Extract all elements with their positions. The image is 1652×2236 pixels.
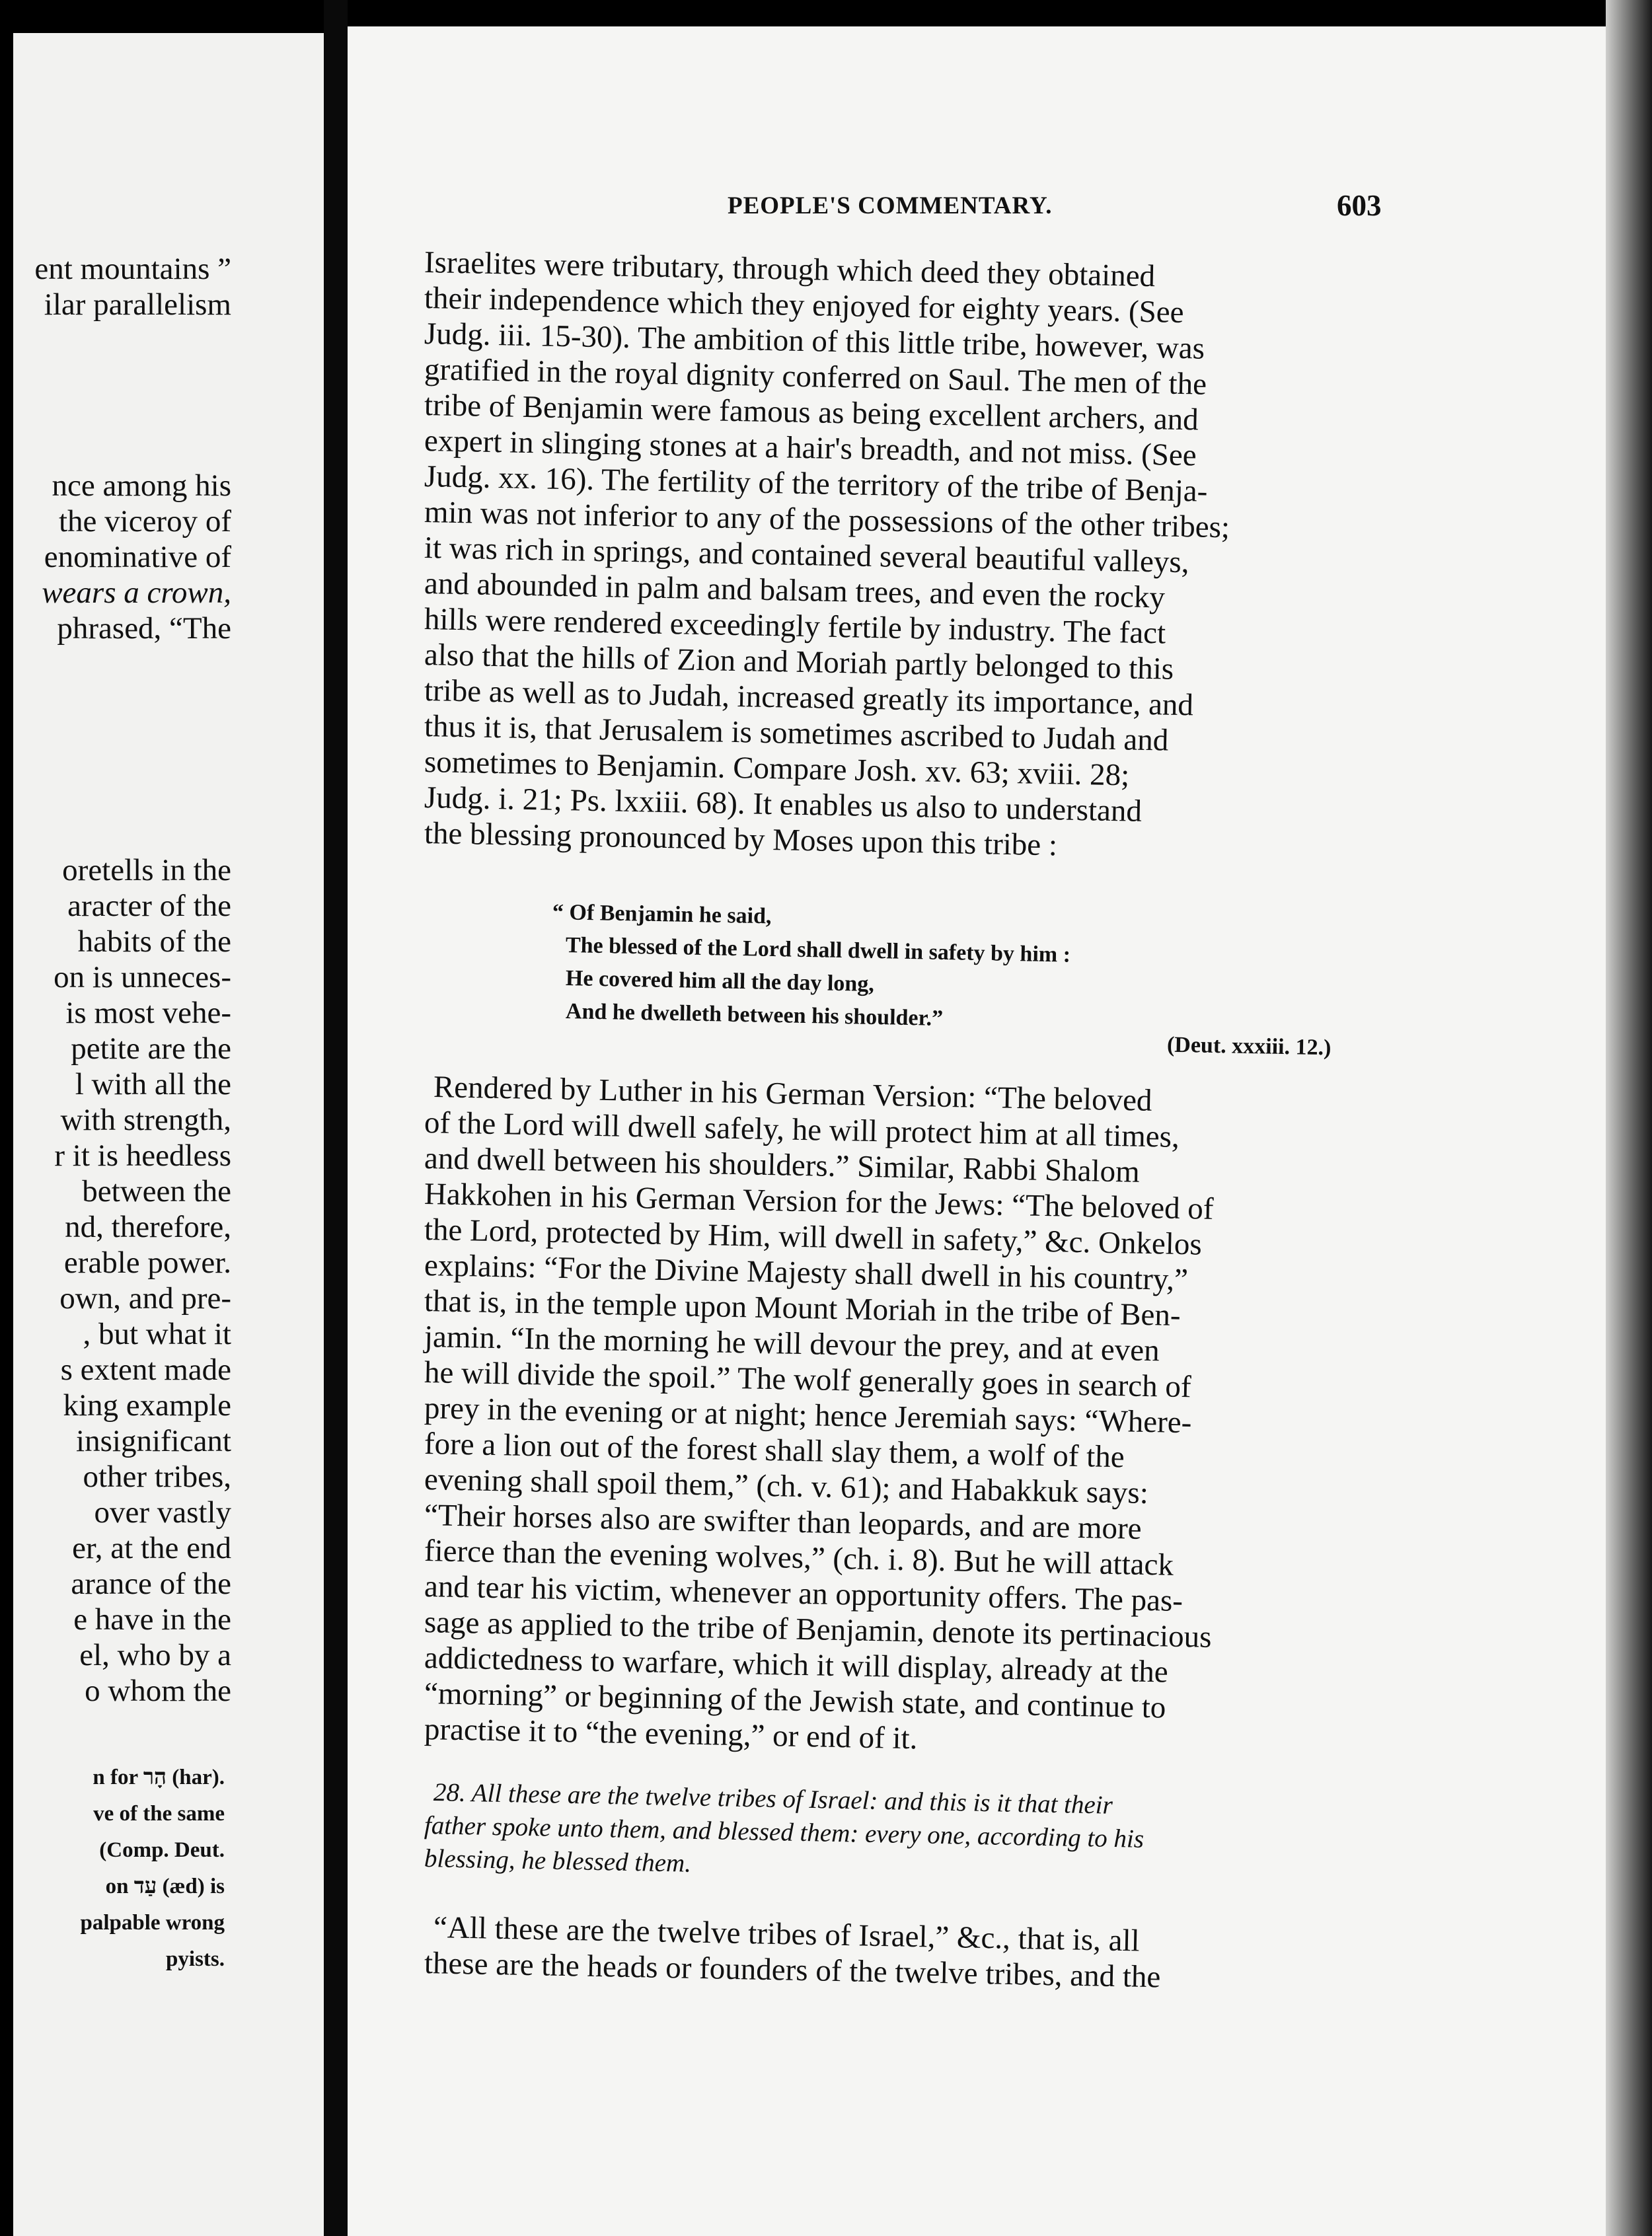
prev-page-line: enominative of — [44, 540, 231, 574]
text-line: evening shall spoil them,” (ch. v. 61); and Habakkuk says: — [424, 1462, 1149, 1511]
text-line: addictedness to warfare, which it will display, already at the — [424, 1641, 1169, 1690]
text-line: and abounded in palm and balsam trees, and even the rocky — [424, 566, 1166, 615]
text-line: hills were rendered exceedingly fertile by industry. The fact — [424, 602, 1166, 651]
prev-page-line: , but what it — [83, 1317, 231, 1351]
text-line: that is, in the temple upon Mount Moriah in the tribe of Ben- — [424, 1284, 1182, 1333]
quotation-line: He covered him all the day long, — [565, 966, 875, 996]
prev-page-line: erable power. — [63, 1246, 231, 1280]
quotation-source: (Deut. xxxiii. 12.) — [1166, 1032, 1332, 1061]
text-line: the Lord, protected by Him, will dwell in safety,” &c. Onkelos — [424, 1212, 1203, 1262]
prev-page-line: arance of the — [71, 1567, 231, 1601]
book-gutter — [324, 0, 348, 2236]
prev-page-line: phrased, “The — [57, 611, 231, 646]
text-line: tribe of Benjamin were famous as being excellent archers, and — [424, 388, 1199, 437]
verse-line: 28. All these are the twelve tribes of Israel: and this is it that their — [433, 1778, 1113, 1820]
text-line: sage as applied to the tribe of Benjamin, denote its pertinacious — [424, 1605, 1212, 1655]
prev-page-line: e have in the — [73, 1602, 231, 1637]
text-line: jamin. “In the morning he will devour the prey, and at even — [424, 1320, 1160, 1368]
text-line: Hakkohen in his German Version for the Jews: “The beloved of — [424, 1177, 1214, 1226]
prev-page-footnote: ve of the same — [93, 1802, 225, 1826]
text-line: expert in slinging stones at a hair's breadth, and not miss. (See — [424, 424, 1197, 473]
text-line: he will divide the spoil.” The wolf generally goes in search of — [424, 1355, 1192, 1405]
prev-page-line: wears a crown, — [42, 576, 231, 610]
verse-line: father spoke unto them, and blessed them: every one, according to his — [424, 1811, 1145, 1853]
prev-page-line: aracter of the — [67, 889, 231, 923]
scan-border-left — [0, 0, 13, 2236]
text-line: also that the hills of Zion and Moriah partly belonged to this — [424, 638, 1174, 687]
prev-page-footnote: on עַד (æd) is — [105, 1875, 225, 1898]
quotation-line: “ Of Benjamin he said, — [552, 900, 772, 929]
text-line: explains: “For the Divine Majesty shall dwell in his country,” — [424, 1248, 1189, 1298]
scan-border-right — [1606, 0, 1652, 2236]
prev-page-line: s extent made — [60, 1353, 231, 1387]
text-line: min was not inferior to any of the possessions of the other tribes; — [424, 495, 1230, 545]
text-line: their independence which they enjoyed for eighty years. (See — [424, 281, 1185, 330]
text-line: fore a lion out of the forest shall slay them, a wolf of the — [424, 1427, 1125, 1475]
page-number: 603 — [1337, 189, 1382, 222]
prev-page-line: between the — [82, 1174, 231, 1209]
prev-page-line: er, at the end — [72, 1531, 231, 1565]
prev-page-line: petite are the — [71, 1031, 231, 1066]
prev-page-line: el, who by a — [79, 1638, 231, 1672]
text-line: practise it to “the evening,” or end of it. — [424, 1712, 918, 1756]
prev-page-line: other tribes, — [83, 1460, 231, 1494]
prev-page-line: with strength, — [60, 1103, 231, 1137]
page-603 — [348, 26, 1652, 2236]
prev-page-line: ent mountains ” — [34, 252, 231, 286]
text-line: “All these are the twelve tribes of Israel,” &c., that is, all — [433, 1910, 1141, 1958]
text-line: gratified in the royal dignity conferred on Saul. The men of the — [424, 352, 1207, 402]
prev-page-footnote: n for הָר (har). — [93, 1766, 225, 1789]
text-line: Judg. xx. 16). The fertility of the territory of the tribe of Benja- — [424, 459, 1208, 509]
text-line: it was rich in springs, and contained several beautiful valleys, — [424, 531, 1189, 580]
text-line: sometimes to Benjamin. Compare Josh. xv. 63; xviii. 28; — [424, 745, 1130, 793]
prev-page-line: nce among his — [52, 468, 231, 503]
prev-page-line: nd, therefore, — [65, 1210, 231, 1244]
text-line: and tear his victim, whenever an opportunity offers. The pas- — [424, 1569, 1183, 1619]
text-line: Rendered by Luther in his German Version: “The beloved — [433, 1070, 1152, 1118]
prev-page-line: on is unneces- — [54, 960, 231, 994]
prev-page-line: l with all the — [75, 1067, 231, 1101]
prev-page-line: is most vehe- — [65, 996, 231, 1030]
text-line: prey in the evening or at night; hence Jeremiah says: “Where- — [424, 1391, 1192, 1440]
prev-page-footnote: palpable wrong — [80, 1911, 225, 1935]
quotation-line: And he dwelleth between his shoulder.” — [565, 999, 944, 1031]
text-line: “morning” or beginning of the Jewish state, and continue to — [424, 1676, 1166, 1725]
prev-page-line: o whom the — [85, 1674, 231, 1708]
text-line: the blessing pronounced by Moses upon this tribe : — [424, 816, 1058, 863]
text-line: tribe as well as to Judah, increased greatly its importance, and — [424, 673, 1194, 723]
text-line: Israelites were tributary, through which deed they obtained — [424, 245, 1156, 294]
verse-line: blessing, he blessed them. — [424, 1844, 692, 1878]
text-line: these are the heads or founders of the twelve tribes, and the — [424, 1946, 1161, 1995]
prev-page-line: r it is heedless — [54, 1138, 231, 1173]
text-line: fierce than the evening wolves,” (ch. i. 8). But he will attack — [424, 1534, 1174, 1583]
previous-page-fragment — [13, 33, 324, 2236]
text-line: Judg. i. 21; Ps. lxxiii. 68). It enables us also to understand — [424, 780, 1143, 829]
prev-page-line: own, and pre- — [59, 1281, 231, 1316]
running-head: PEOPLE'S COMMENTARY. — [728, 192, 1053, 219]
prev-page-line: oretells in the — [62, 853, 231, 887]
text-line: “Their horses also are swifter than leopards, and are more — [424, 1498, 1143, 1546]
prev-page-line: king example — [63, 1388, 231, 1423]
text-line: thus it is, that Jerusalem is sometimes ascribed to Judah and — [424, 709, 1169, 758]
prev-page-line: the viceroy of — [58, 504, 231, 539]
prev-page-line: ilar parallelism — [44, 287, 231, 322]
prev-page-line: habits of the — [77, 924, 231, 959]
prev-page-footnote: pyists. — [166, 1947, 225, 1971]
text-line: of the Lord will dwell safely, he will protect him at all times, — [424, 1105, 1180, 1154]
quotation-line: The blessed of the Lord shall dwell in safety by him : — [565, 933, 1071, 967]
text-line: Judg. iii. 15-30). The ambition of this little tribe, however, was — [424, 317, 1205, 366]
text-line: and dwell between his shoulders.” Similar, Rabbi Shalom — [424, 1141, 1141, 1189]
prev-page-line: over vastly — [94, 1495, 231, 1530]
prev-page-footnote: (Comp. Deut. — [99, 1838, 225, 1862]
prev-page-line: insignificant — [76, 1424, 231, 1458]
